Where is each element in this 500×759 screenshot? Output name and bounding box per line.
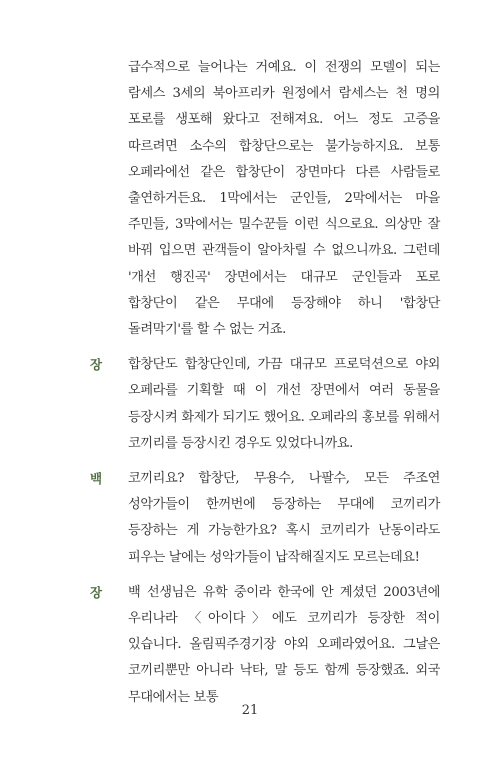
dialogue-paragraph: 급수적으로 늘어나는 거예요. 이 전쟁의 모델이 되는 람세스 3세의 북아프리카 원정에서 람세스는 천 명의 포로를 생포해 왔다고 전해져요. 어느 정도 고증을 따르려면 소수의 합창단으로는 불가능하지요. 보통 오페라에선 같은 합창단이 장면마다 다른 사람들로 출연하거든요. 1막에서는 군인들, 2막에서는 마을 주민들, 3막에서는 밀수꾼들 이런 식으로요. 의상만 잘 바꿔 입으면 관객들이 알아차릴 수 없으니까요. 그런데 '개선 행진곡' 장면에서는 대규모 군인들과 포로 합창단이 같은 무대에 등장해야 하니 '합창단 돌려막기'를 할 수 없는 거죠. [128,60,440,338]
dialogue-block [0,466,500,571]
dialogue-block [0,55,500,343]
dialogue-block [0,580,500,711]
speaker-label: 장 [90,357,103,373]
page-number: 21 [241,703,259,718]
dialogue-paragraph: 코끼리요? 합창단, 무용수, 나팔수, 모든 주조연 성악가들이 한꺼번에 등장하는 무대에 코끼리가 등장하는 게 가능한가요? 혹시 코끼리가 난동이라도 피우는 날에는 성악가들이 납작해질지도 모르는데요! [128,471,440,565]
dialogue-paragraph: 백 선생님은 유학 중이라 한국에 안 계셨던 2003년에 우리나라 〈아이다〉에도 코끼리가 등장한 적이 있습니다. 올림픽주경기장 야외 오페라였어요. 그날은 코끼리뿐만 아니라 낙타, 말 등도 함께 등장했죠. 외국 무대에서는 보통 [128,584,440,705]
speaker-label: 백 [90,471,103,487]
dialogue-block [0,352,500,457]
dialogue-paragraph: 합창단도 합창단인데, 가끔 대규모 프로덕션으로 야외 오페라를 기획할 때 이 개선 장면에서 여러 동물을 등장시켜 화제가 되기도 했어요. 오페라의 홍보를 위해서 코끼리를 등장시킨 경우도 있었다니까요. [128,357,440,451]
speaker-label: 장 [90,584,103,600]
dialogue-section [0,55,500,720]
